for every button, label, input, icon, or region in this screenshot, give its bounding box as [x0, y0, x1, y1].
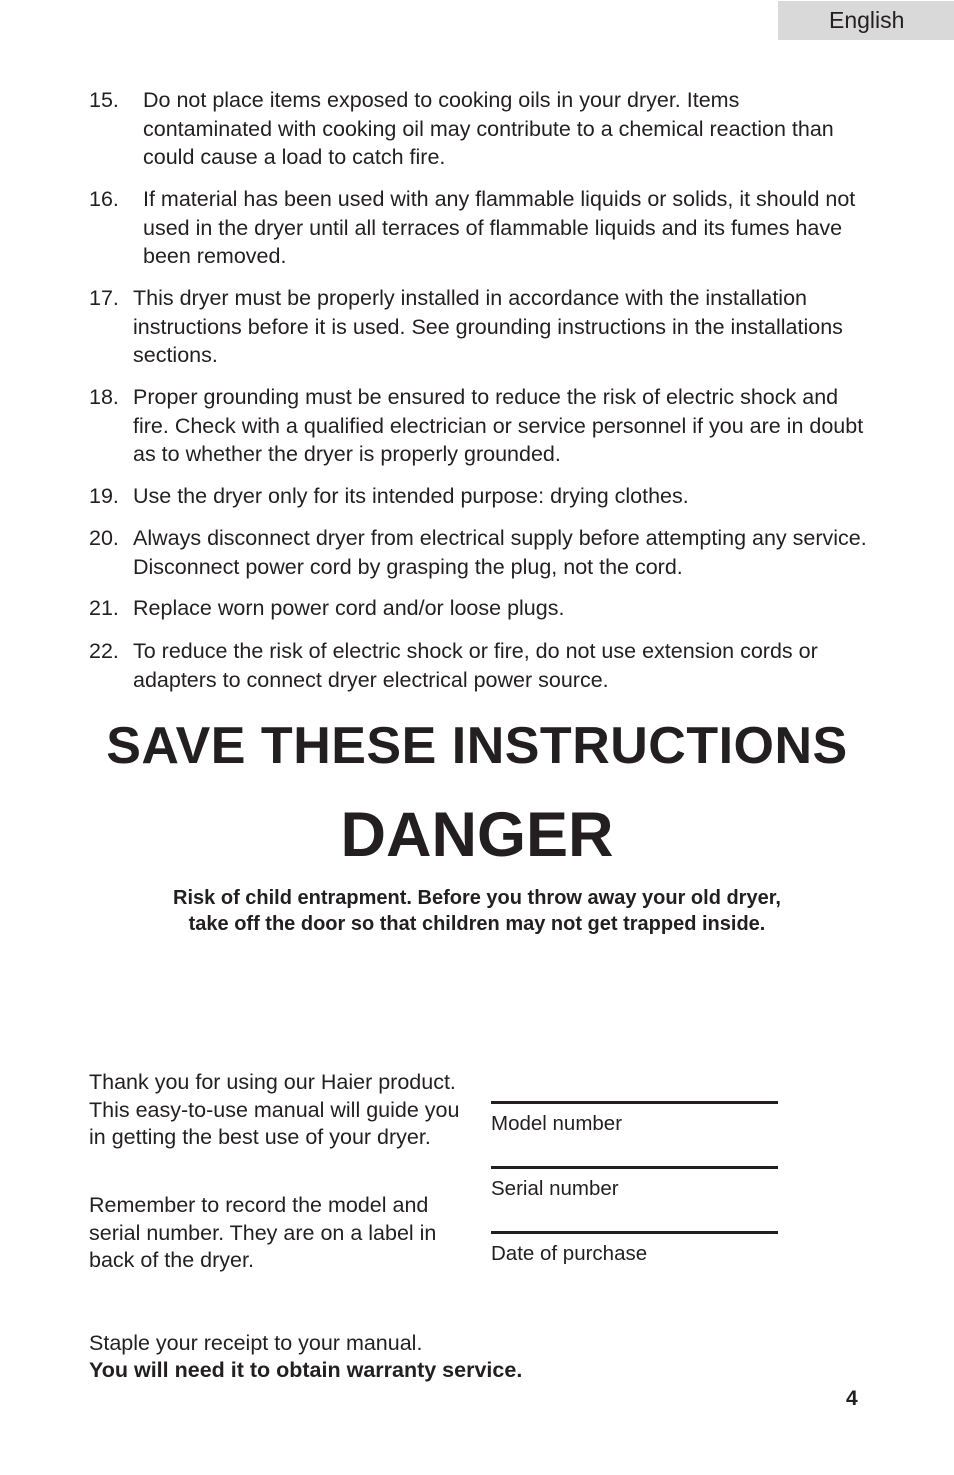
staple-text: Staple your receipt to your manual.	[89, 1331, 423, 1355]
warranty-text: You will need it to obtain warranty service.	[89, 1358, 523, 1382]
model-number-line	[491, 1101, 778, 1104]
list-item-number: 15.	[89, 88, 119, 112]
list-item-text: If material has been used with any flammable liquids or solids, it should not used in the dryer until all terraces of flammable liquids and its fumes have been removed.	[143, 187, 856, 268]
danger-heading: DANGER	[340, 800, 614, 870]
list-item-text: Replace worn power cord and/or loose plugs.	[133, 596, 565, 620]
warning-line: take off the door so that children may not get trapped inside.	[188, 913, 766, 935]
list-item-text: Always disconnect dryer from electrical supply before attempting any service. Disconnect power cord by grasping the plug, not the cord.	[133, 526, 867, 579]
list-item-number: 20.	[89, 526, 119, 550]
serial-number-line	[491, 1166, 778, 1169]
list-item	[89, 637, 869, 694]
list-item-number: 19.	[89, 484, 119, 508]
entrapment-warning	[90, 885, 864, 937]
record-reminder-paragraph: Remember to record the model and serial number. They are on a label in back of the dryer.	[89, 1193, 437, 1272]
receipt-note	[89, 1330, 789, 1384]
warning-line: Risk of child entrapment. Before you throw away your old dryer,	[173, 887, 781, 909]
date-of-purchase-label: Date of purchase	[491, 1242, 648, 1265]
list-item-text: Use the dryer only for its intended purpose: drying clothes.	[133, 484, 689, 508]
list-item	[89, 86, 869, 172]
thank-you-paragraph: Thank you for using our Haier product. This easy-to-use manual will guide you in getting the best use of your dryer.	[89, 1070, 460, 1149]
serial-number-label: Serial number	[491, 1177, 619, 1200]
list-item-text: Proper grounding must be ensured to reduce the risk of electric shock and fire. Check with a qualified electrician or service personnel if you are in doubt as to whether the dryer is properly grounded.	[133, 385, 864, 466]
list-item-number: 16.	[89, 187, 119, 211]
list-item-number: 22.	[89, 639, 119, 663]
page-number: 4	[846, 1387, 858, 1410]
language-tab: English	[778, 1, 954, 40]
list-item	[89, 524, 869, 581]
list-item-text: To reduce the risk of electric shock or fire, do not use extension cords or adapters to connect dryer electrical power source.	[133, 639, 818, 692]
list-item-number: 18.	[89, 385, 119, 409]
model-number-label: Model number	[491, 1112, 623, 1135]
list-item	[89, 185, 869, 271]
list-item-number: 21.	[89, 596, 119, 620]
save-instructions-heading: SAVE THESE INSTRUCTIONS	[106, 717, 848, 775]
date-of-purchase-line	[491, 1231, 778, 1234]
list-item	[89, 482, 869, 511]
list-item	[89, 284, 869, 370]
list-item	[89, 383, 869, 469]
list-item-text: Do not place items exposed to cooking oils in your dryer. Items contaminated with cooking oil may contribute to a chemical reaction than could cause a load to catch fire.	[143, 88, 834, 169]
list-item-number: 17.	[89, 286, 119, 310]
list-item-text: This dryer must be properly installed in accordance with the installation instructions before it is used. See grounding instructions in the installations sections.	[133, 286, 843, 367]
list-item	[89, 594, 869, 623]
